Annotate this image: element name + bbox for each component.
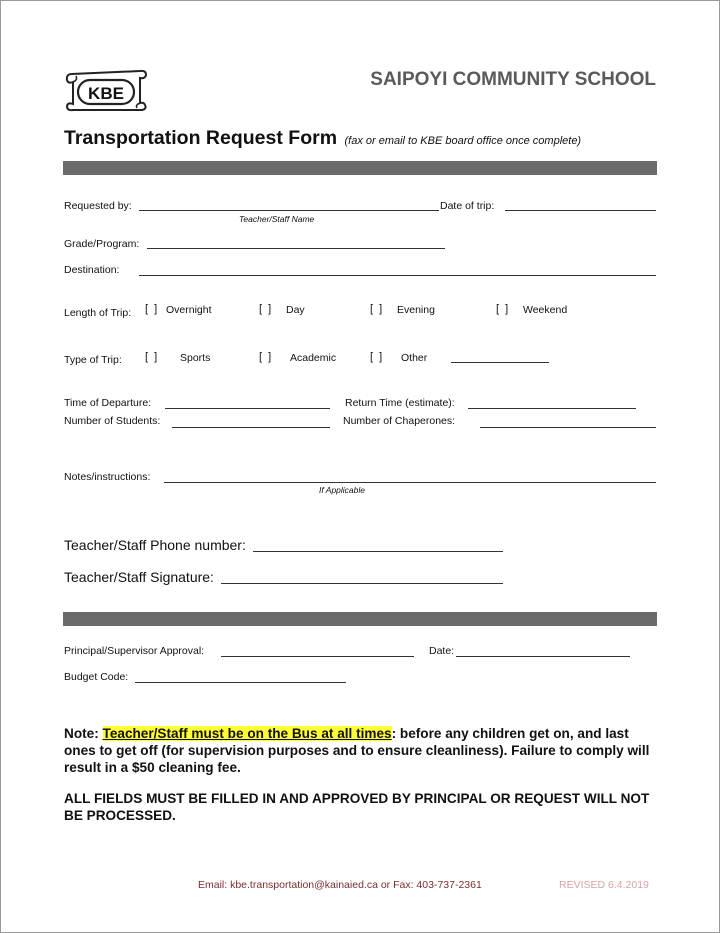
date-of-trip-field[interactable] bbox=[505, 210, 656, 211]
requested-by-field[interactable] bbox=[139, 210, 439, 211]
destination-field[interactable] bbox=[139, 275, 656, 276]
budget-code-field[interactable] bbox=[135, 682, 346, 683]
option-weekend: Weekend bbox=[523, 304, 568, 316]
phone-label: Teacher/Staff Phone number: bbox=[64, 537, 246, 553]
signature-label: Teacher/Staff Signature: bbox=[64, 569, 214, 585]
checkbox-academic[interactable]: [ ] bbox=[259, 351, 272, 363]
requested-by-label: Requested by: bbox=[64, 200, 132, 212]
checkbox-sports[interactable]: [ ] bbox=[145, 351, 158, 363]
date-of-trip-label: Date of trip: bbox=[440, 200, 495, 212]
note-highlight: Teacher/Staff must be on the Bus at all times bbox=[102, 726, 392, 741]
destination-label: Destination: bbox=[64, 264, 120, 276]
budget-code-label: Budget Code: bbox=[64, 671, 129, 683]
school-name: SAIPOYI COMMUNITY SCHOOL bbox=[370, 69, 656, 90]
checkbox-other[interactable]: [ ] bbox=[370, 351, 383, 363]
notes-sublabel: If Applicable bbox=[319, 485, 365, 495]
number-of-chaperones-field[interactable] bbox=[480, 427, 656, 428]
number-of-students-field[interactable] bbox=[172, 427, 330, 428]
form-header bbox=[64, 127, 581, 150]
footer-contact: Email: kbe.transportation@kainaied.ca or Fax: 403-737-2361 bbox=[198, 879, 482, 891]
kbe-logo bbox=[64, 68, 148, 112]
note-rest: : before any children get on, and last ones to get off (for supervision purposes and to ensure cleanliness). Failure to comply will result in a $50 cleaning fee. bbox=[64, 726, 650, 775]
principal-approval-field[interactable] bbox=[221, 656, 414, 657]
option-overnight: Overnight bbox=[166, 304, 212, 316]
return-time-field[interactable] bbox=[468, 408, 636, 409]
option-evening: Evening bbox=[397, 304, 435, 316]
length-of-trip-label: Length of Trip: bbox=[64, 307, 132, 319]
approval-date-field[interactable] bbox=[456, 656, 630, 657]
option-day: Day bbox=[286, 304, 305, 316]
note-label: Note: bbox=[64, 726, 99, 741]
grade-program-field[interactable] bbox=[147, 248, 445, 249]
phone-field[interactable] bbox=[253, 551, 503, 552]
checkbox-weekend[interactable]: [ ] bbox=[496, 303, 509, 315]
signature-field[interactable] bbox=[221, 583, 503, 584]
form-subtitle: (fax or email to KBE board office once complete) bbox=[344, 135, 582, 147]
type-of-trip-label: Type of Trip: bbox=[64, 354, 122, 366]
option-academic: Academic bbox=[290, 352, 337, 364]
approval-date-label: Date: bbox=[429, 645, 455, 657]
other-type-field[interactable] bbox=[451, 362, 549, 363]
notes-field[interactable] bbox=[164, 482, 656, 483]
checkbox-day[interactable]: [ ] bbox=[259, 303, 272, 315]
return-time-label: Return Time (estimate): bbox=[345, 397, 455, 409]
svg-text:KBE: KBE bbox=[88, 84, 124, 103]
requested-by-sublabel: Teacher/Staff Name bbox=[239, 214, 315, 224]
time-of-departure-label: Time of Departure: bbox=[64, 397, 152, 409]
grade-program-label: Grade/Program: bbox=[64, 238, 140, 250]
bus-supervision-note bbox=[64, 725, 664, 776]
time-of-departure-field[interactable] bbox=[165, 408, 330, 409]
form-title: Transportation Request Form bbox=[64, 127, 338, 149]
option-sports: Sports bbox=[180, 352, 211, 364]
number-of-students-label: Number of Students: bbox=[64, 415, 161, 427]
checkbox-overnight[interactable]: [ ] bbox=[145, 303, 158, 315]
section-divider-top bbox=[63, 161, 657, 175]
approval-warning: ALL FIELDS MUST BE FILLED IN AND APPROVED BY PRINCIPAL OR REQUEST WILL NOT BE PROCESSED. bbox=[64, 791, 650, 823]
footer-revised: REVISED 6.4.2019 bbox=[559, 879, 649, 891]
notes-label: Notes/instructions: bbox=[64, 471, 151, 483]
section-divider-bottom bbox=[63, 612, 657, 626]
option-other: Other bbox=[401, 352, 428, 364]
number-of-chaperones-label: Number of Chaperones: bbox=[343, 415, 456, 427]
principal-approval-label: Principal/Supervisor Approval: bbox=[64, 645, 205, 657]
checkbox-evening[interactable]: [ ] bbox=[370, 303, 383, 315]
